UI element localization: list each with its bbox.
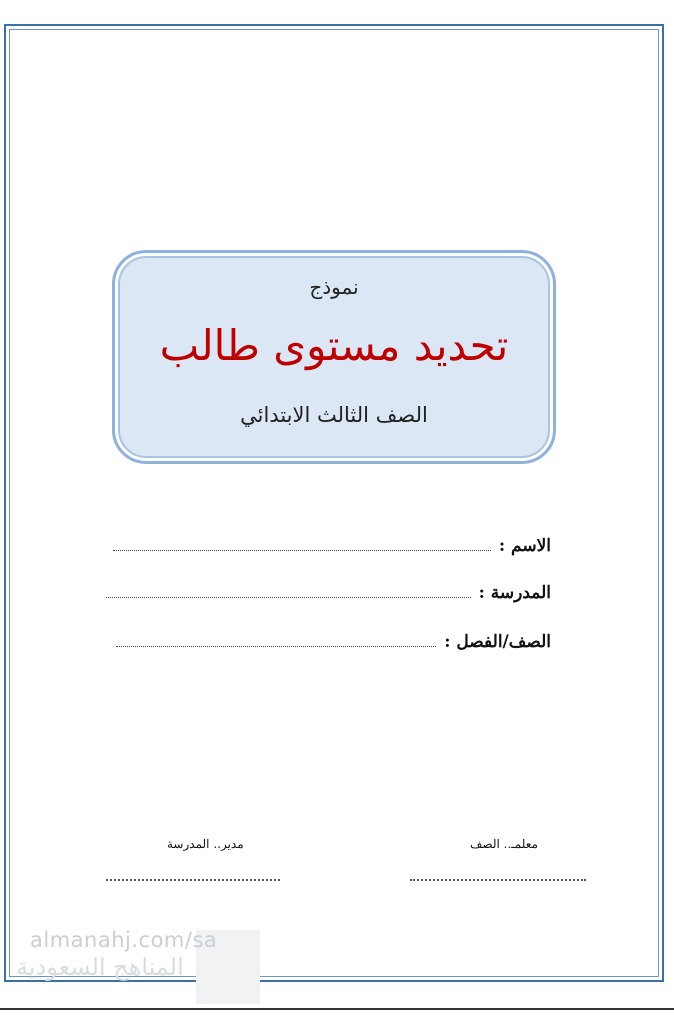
school-fill-line[interactable] [106, 596, 471, 598]
principal-signature-label: مدير.. المدرسة [167, 837, 244, 851]
name-field [113, 536, 551, 556]
bottom-rule [0, 1008, 674, 1010]
name-fill-line[interactable] [113, 549, 491, 551]
grade-subtitle: الصف الثالث الابتدائي [240, 403, 428, 427]
school-label: المدرسة : [478, 583, 551, 603]
class-field [116, 632, 551, 652]
teacher-signature-label: معلمـ.. الصف [470, 837, 538, 851]
principal-signature-line[interactable] [106, 878, 280, 881]
name-label: الاسم : [498, 536, 551, 556]
watermark-url: almanahj.com/sa [30, 928, 218, 952]
title-model-label: نموذج [309, 275, 359, 299]
title-box [112, 250, 556, 464]
page-border-inner [9, 29, 659, 977]
watermark-arabic: المناهج السعودية [16, 953, 184, 981]
class-label: الصف/الفصل : [444, 632, 551, 652]
class-fill-line[interactable] [116, 645, 436, 647]
school-field [106, 583, 551, 603]
page-title: تحديد مستوى طالب [159, 321, 509, 370]
teacher-signature-line[interactable] [410, 878, 586, 881]
